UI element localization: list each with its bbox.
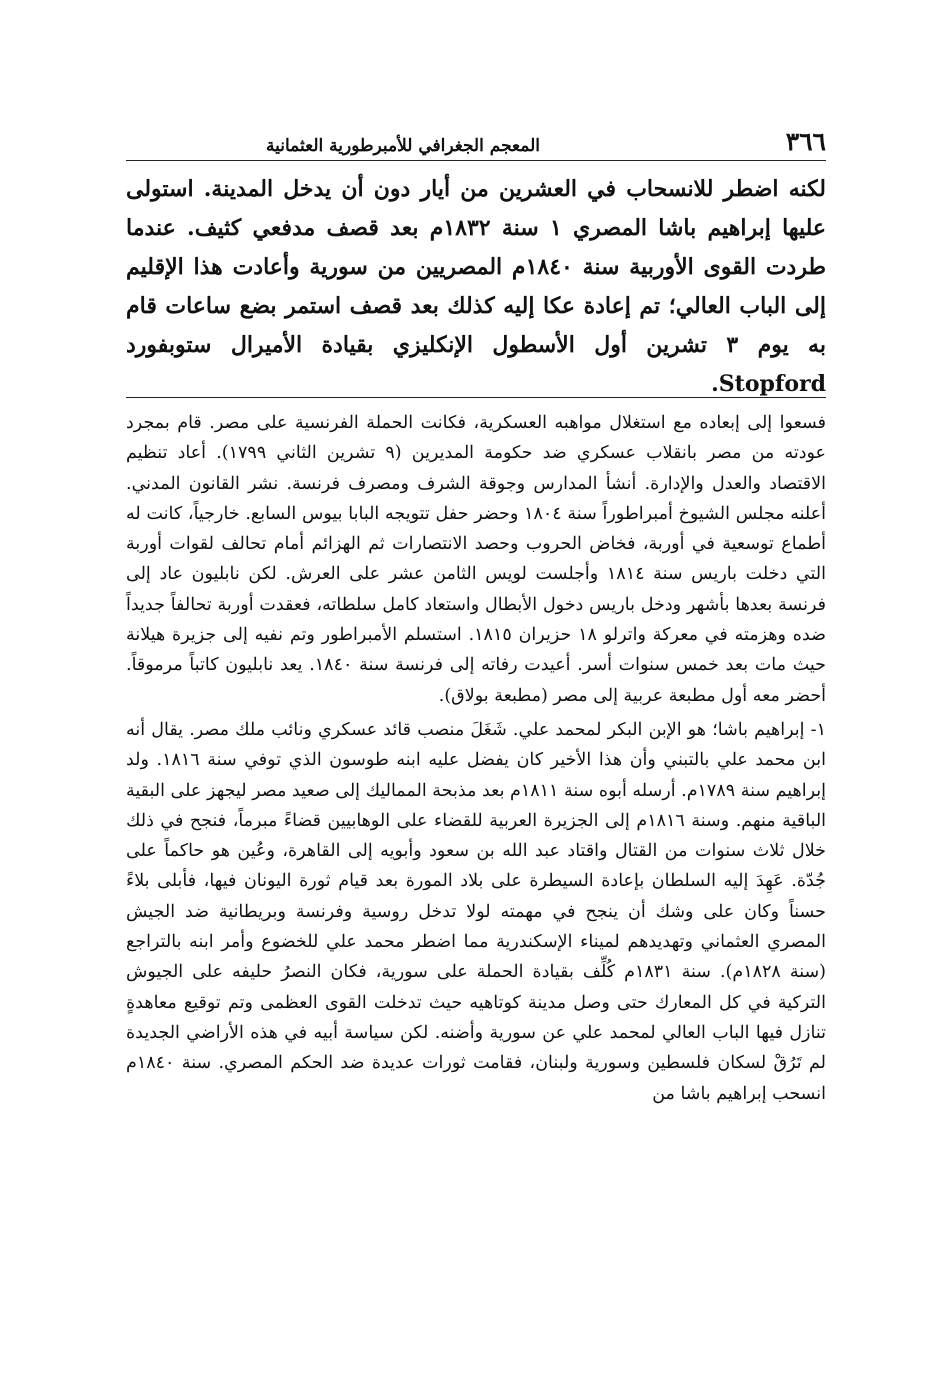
footnote-1: ١- إبراهيم باشا؛ هو الإبن البكر لمحمد علي. شَغَلَ منصب قائد عسكري ونائب ملك مصر. يقال أنه ابن محمد علي بالتبني وأن هذا الأخير كان يفضل عليه ابنه طوسون الذي توفي سنة ١٨١٦. ولد إبراهيم سنة ١٧٨٩م. أرسله أبوه سنة ١٨١١م بعد مذبحة المماليك إلى صعيد مصر ليجهز على البقية الباقية منهم. وسنة ١٨١٦م إلى الجزيرة العربية للقضاء على الوهابيين قضاءً مبرماً، فنجح في ذلك خلال ثلاث سنوات من القتال واقتاد عبد الله بن سعود وأبويه إلى القاهرة، وعُين هو حاكماً على جُدّة. عَهِدَ إليه السلطان بإعادة السيطرة على بلاد المورة بعد قيام ثورة اليونان فيها، فأبلى بلاءً حسناً وكان على وشك أن ينجح في مهمته لولا تدخل روسية وفرنسة وبريطانية ضد الجيش المصري العثماني وتهديدهم لميناء الإسكندرية مما اضطر محمد علي للخضوع وأمر ابنه بالتراجع (سنة ١٨٢٨م). سنة ١٨٣١م كُلِّف بقيادة الحملة على سورية، فكان النصرُ حليفه على الجيوش التركية في كل المعارك حتى وصل مدينة كوتاهيه حيث تدخلت القوى العظمى وتم توقيع معاهدةٍ تنازل فيها الباب العالي لمحمد علي عن سورية وأضنه. لكن سياسة أبيه في هذه الأراضي الجديدة لم تَرُقْ لسكان فلسطين وسورية ولبنان، فقامت ثورات عديدة ضد الحكم المصري. سنة ١٨٤٠م انسحب إبراهيم باشا من [126,719,827,1104]
footnote-continued: فسعوا إلى إبعاده مع استغلال مواهبه العسكرية، فكانت الحملة الفرنسية على مصر. قام بمجرد عودته من مصر بانقلاب عسكري ضد حكومة المديرين (٩ تشرين الثاني ١٧٩٩). أعاد تنظيم الاقتصاد والعدل والإدارة. أنشأ المدارس وجوقة الشرف ومصرف فرنسة. نشر القانون المدني. أعلنه مجلس الشيوخ أمبراطوراً سنة ١٨٠٤ وحضر حفل تتويجه البابا بيوس السابع. خارجياً، كانت له أطماع توسعية في أوربة، فخاض الحروب وحصد الانتصارات ثم الهزائم أمام تحالف لقوات أوربة التي دخلت باريس سنة ١٨١٤ وأجلست لويس الثامن عشر على العرش. لكن نابليون عاد إلى فرنسة بعدها بأشهر ودخل باريس دخول الأبطال واستعاد كامل سلطاته، فعقدت أوربة تحالفاً جديداً ضده وهزمته في معركة واترلو ١٨ حزيران ١٨١٥. استسلم الأمبراطور وتم نفيه إلى جزيرة هيلانة حيث مات بعد خمس سنوات أسر. أعيدت رفاته إلى فرنسة سنة ١٨٤٠. يعد نابليون كاتباً مرموقاً. أحضر معه أول مطبعة عربية إلى مصر (مطبعة بولاق). [126,413,827,706]
page-number: ٣٦٦ [785,127,826,156]
page-header [126,122,826,156]
main-paragraph: لكنه اضطر للانسحاب في العشرين من أيار دون أن يدخل المدينة. استولى عليها إبراهيم باشا المصري ١ سنة ١٨٣٢م بعد قصف مدفعي كثيف. عندما طردت القوى الأوربية سنة ١٨٤٠م المصريين من سورية وأعادت هذا الإقليم إلى الباب العالي؛ تم إعادة عكا إليه كذلك بعد قصف استمر بضع ساعات قام به يوم ٣ تشرين أول الأسطول الإنكليزي بقيادة الأميرال ستوبفورد Stopford. [126,176,826,397]
main-text [126,170,826,404]
running-title: المعجم الجغرافي للأمبرطورية العثمانية [266,136,540,156]
footnotes [126,408,826,1109]
footnote-rule [126,397,826,398]
header-rule [126,160,826,161]
